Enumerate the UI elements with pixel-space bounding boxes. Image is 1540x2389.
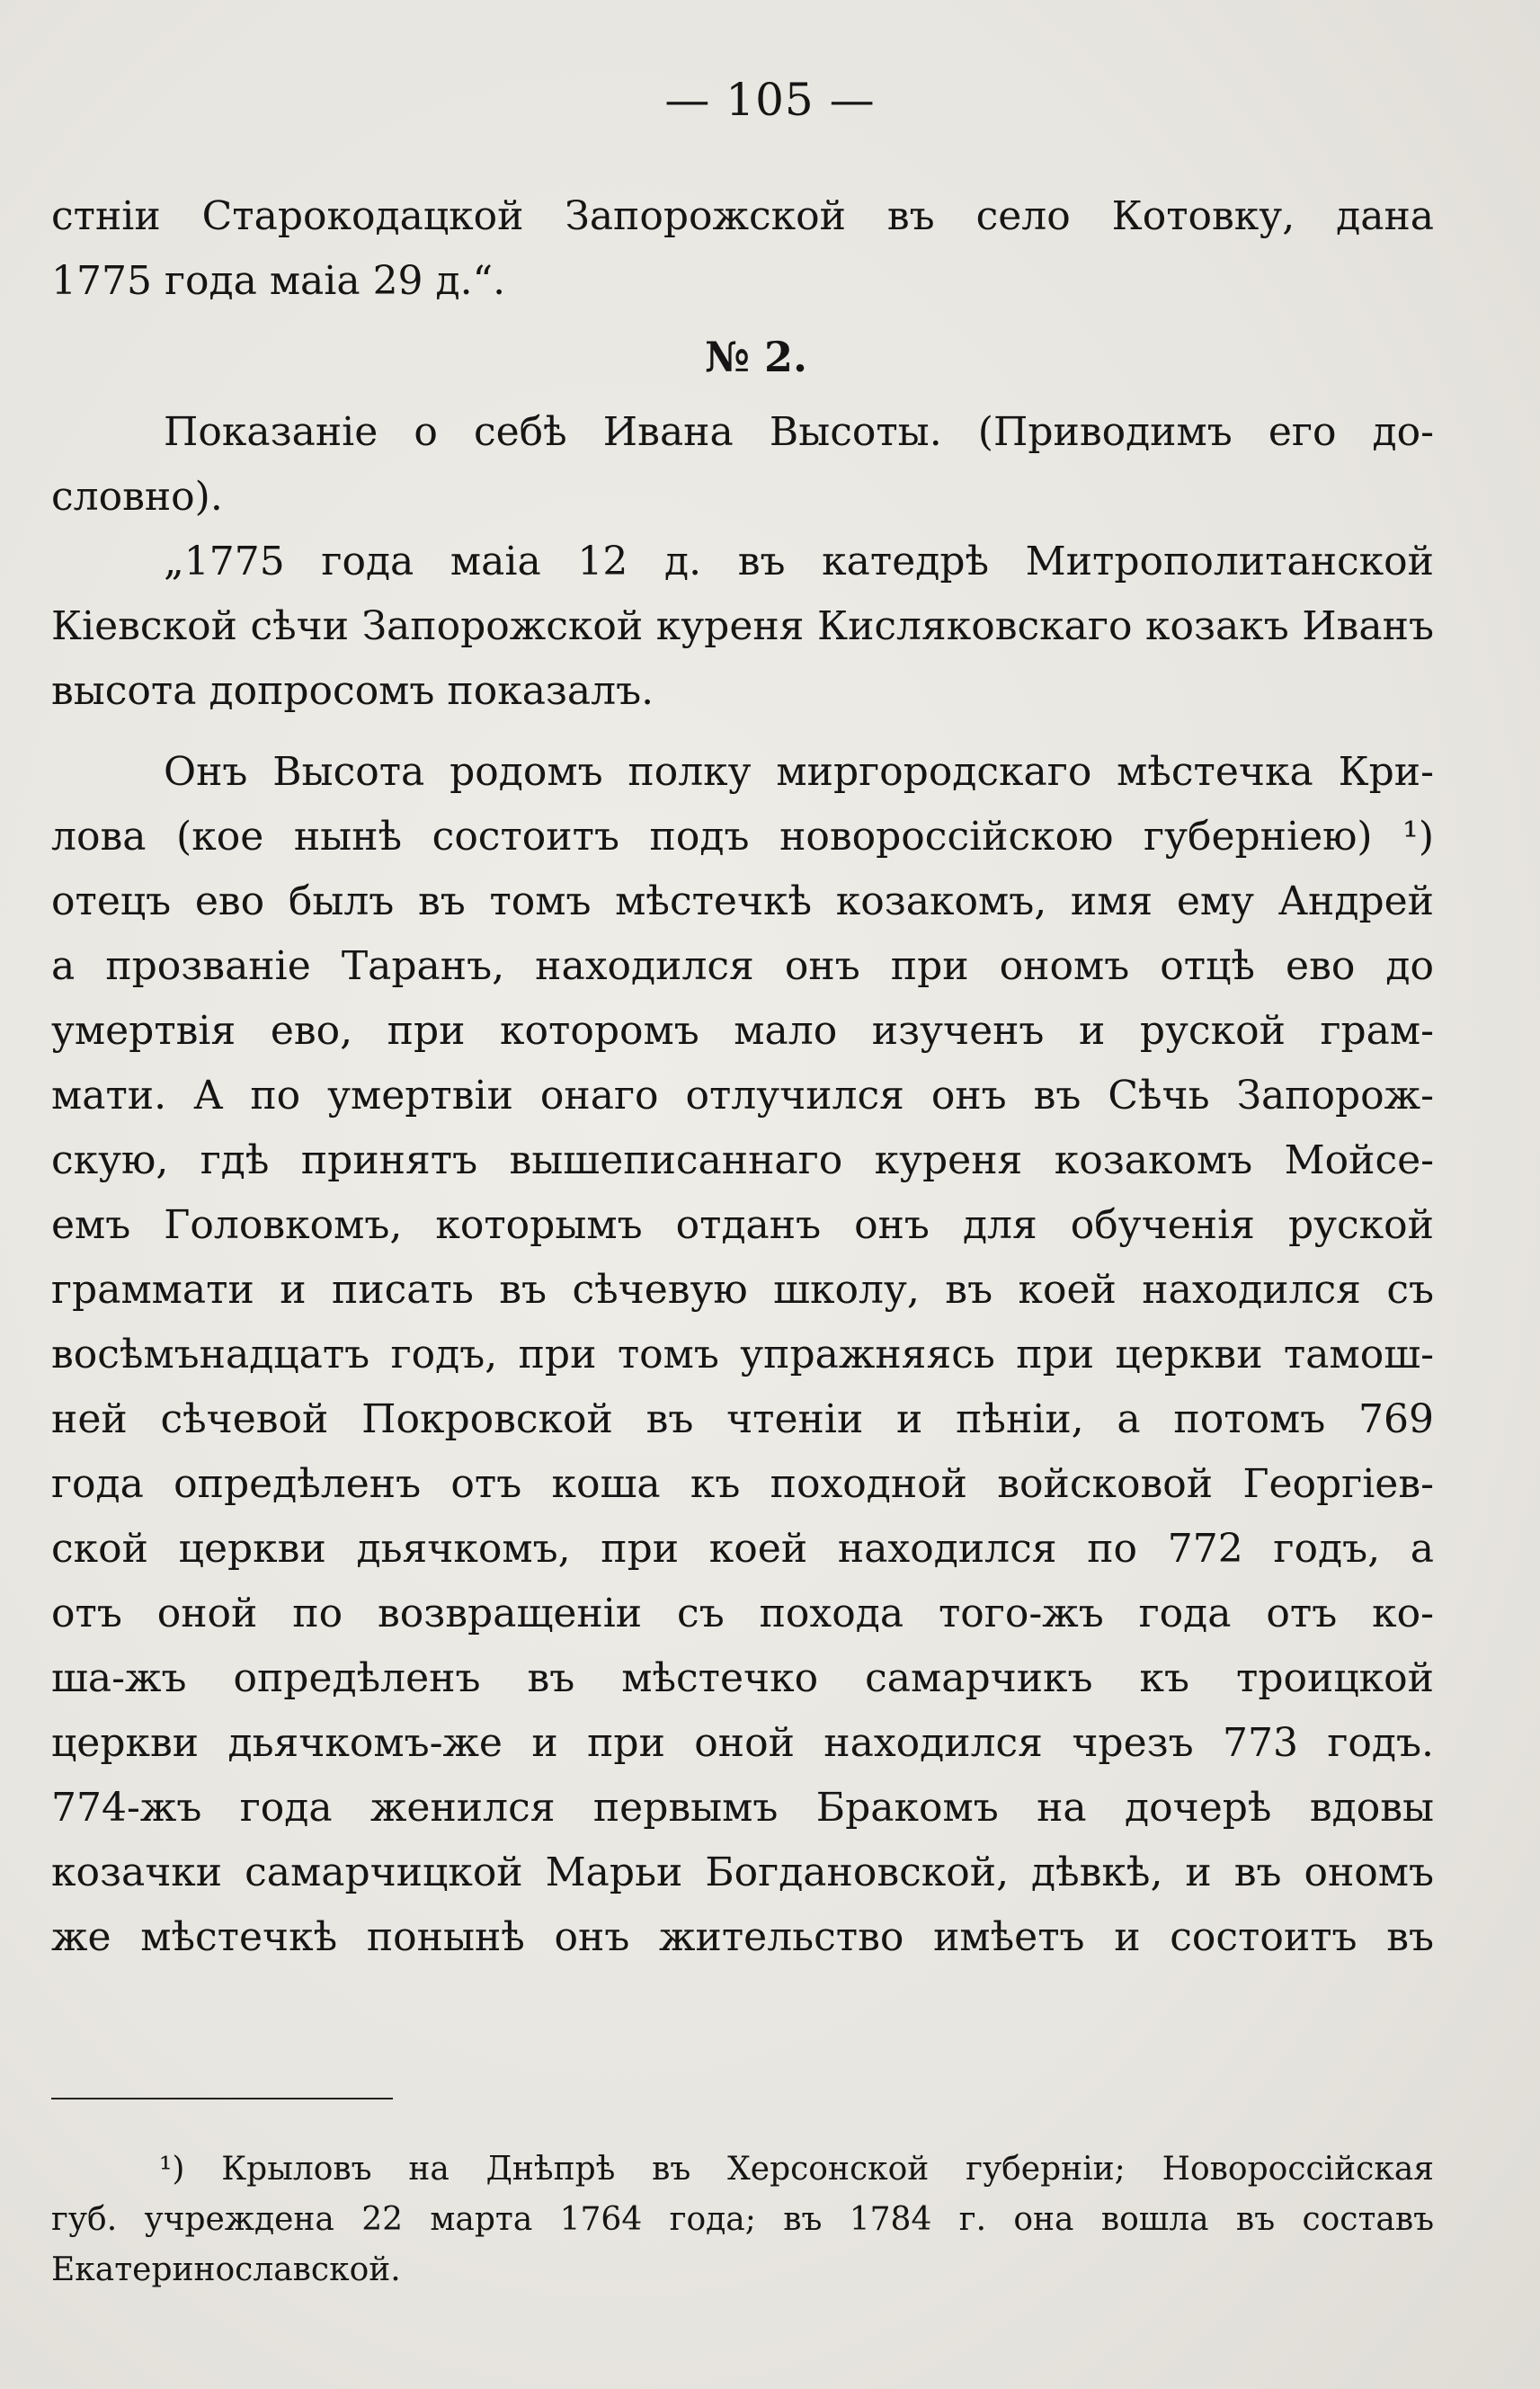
text-line: Показаніе о себѣ Ивана Высоты. (Приводимъ его до- [164,409,1434,455]
text-line: ской церкви дьячкомъ, при коей находился по 772 годъ, а [51,1526,1434,1572]
text-line: умертвія ево, при которомъ мало изученъ и руской грам- [51,1008,1434,1054]
text-line: Кіевской сѣчи Запорожской куреня Кисляковскаго козакъ Иванъ [51,603,1434,649]
text-line: ней сѣчевой Покровской въ чтеніи и пѣніи, а потомъ 769 [51,1396,1434,1442]
text-line: лова (кое нынѣ состоитъ подъ новороссійскою губерніею) ¹) [51,814,1434,860]
text-line: скую, гдѣ принятъ вышеписаннаго куреня козакомъ Мойсе- [51,1137,1434,1183]
text-line: а прозваніе Таранъ, находился онъ при ономъ отцѣ ево до [51,943,1434,989]
footnote-line: губ. учреждена 22 марта 1764 года; въ 1784 г. она вошла въ составъ [51,2201,1434,2238]
footnote-divider [51,2098,393,2099]
text-line: же мѣстечкѣ понынѣ онъ жительство имѣетъ и состоитъ въ [51,1914,1434,1960]
section-heading: № 2. [704,333,808,381]
text-line: года опредѣленъ отъ коша къ походной войсковой Георгіев- [51,1461,1434,1507]
text-line: граммати и писать въ сѣчевую школу, въ коей находился съ [51,1267,1434,1313]
text-line: высота допросомъ показалъ. [51,668,654,714]
text-line: ша-жъ опредѣленъ въ мѣстечко самарчикъ къ троицкой [51,1655,1434,1701]
footnotes [51,2144,1434,2295]
page-number: — 105 — [664,74,876,126]
footnote-line: ¹) Крыловъ на Днѣпрѣ въ Херсонской губерніи; Новороссійская [159,2151,1434,2188]
text-line: 774-жъ года женился первымъ Бракомъ на дочерѣ вдовы [51,1785,1434,1831]
text-line: 1775 года маіа 29 д.“. [51,258,506,304]
text-line: козачки самарчицкой Марьи Богдановской, дѣвкѣ, и въ ономъ [51,1850,1434,1895]
text-line: емъ Головкомъ, которымъ отданъ онъ для обученія руской [51,1202,1434,1248]
text-line: стніи Старокодацкой Запорожской въ село Котовку, дана [51,193,1434,239]
text-line: церкви дьячкомъ-же и при оной находился чрезъ 773 годъ. [51,1720,1434,1766]
text-line: восѣмънадцатъ годъ, при томъ упражняясь при церкви тамош- [51,1332,1434,1377]
paragraph-gap [51,724,1434,740]
text-line: Онъ Высота родомъ полку миргородскаго мѣстечка Кри- [164,749,1434,795]
text-line: отецъ ево былъ въ томъ мѣстечкѣ козакомъ, имя ему Андрей [51,878,1434,924]
footnote-line: Екатеринославской. [51,2251,401,2288]
text-line: отъ оной по возвращеніи съ похода того-жъ года отъ ко- [51,1591,1434,1636]
body-text [51,184,1434,1970]
text-line: „1775 года маіа 12 д. въ катедрѣ Митрополитанской [164,539,1434,584]
text-line: словно). [51,474,223,520]
text-line: мати. А по умертвіи онаго отлучился онъ въ Сѣчь Запорож- [51,1073,1434,1119]
